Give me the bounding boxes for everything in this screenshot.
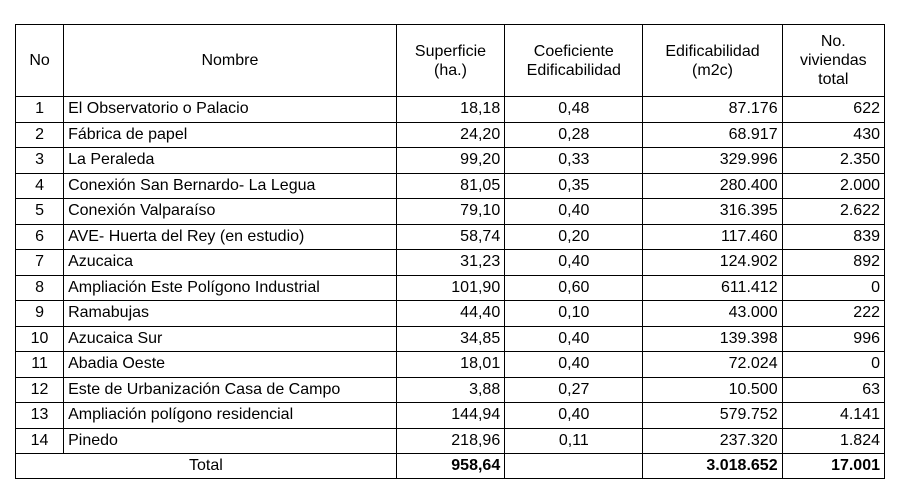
cell-nombre: Pinedo: [64, 428, 397, 454]
cell-superficie: 81,05: [396, 173, 504, 199]
cell-superficie: 99,20: [396, 148, 504, 174]
table-row: [16, 326, 885, 352]
table-row: [16, 377, 885, 403]
cell-viviendas: 839: [782, 224, 884, 250]
cell-coeficiente: 0,48: [505, 97, 643, 123]
cell-no: 2: [16, 122, 64, 148]
cell-coeficiente: 0,40: [505, 352, 643, 378]
cell-viviendas: 996: [782, 326, 884, 352]
cell-coeficiente: 0,33: [505, 148, 643, 174]
cell-edificabilidad: 87.176: [643, 97, 782, 123]
total-superficie: 958,64: [396, 454, 504, 479]
cell-coeficiente: 0,60: [505, 275, 643, 301]
cell-superficie: 18,18: [396, 97, 504, 123]
cell-no: 4: [16, 173, 64, 199]
cell-no: 3: [16, 148, 64, 174]
table-body: [16, 97, 885, 454]
cell-viviendas: 1.824: [782, 428, 884, 454]
table-row: [16, 428, 885, 454]
total-coeficiente: [505, 454, 643, 479]
cell-no: 14: [16, 428, 64, 454]
cell-nombre: Abadia Oeste: [64, 352, 397, 378]
table-row: [16, 403, 885, 429]
cell-superficie: 218,96: [396, 428, 504, 454]
total-edificabilidad: 3.018.652: [643, 454, 782, 479]
cell-nombre: Ramabujas: [64, 301, 397, 327]
cell-no: 6: [16, 224, 64, 250]
cell-nombre: Azucaica: [64, 250, 397, 276]
table-header: [16, 25, 885, 97]
cell-coeficiente: 0,27: [505, 377, 643, 403]
table-row: [16, 301, 885, 327]
cell-no: 12: [16, 377, 64, 403]
total-row: [16, 454, 885, 479]
cell-superficie: 31,23: [396, 250, 504, 276]
cell-edificabilidad: 139.398: [643, 326, 782, 352]
cell-no: 11: [16, 352, 64, 378]
table-row: [16, 199, 885, 225]
table-row: [16, 122, 885, 148]
table-row: [16, 97, 885, 123]
table-row: [16, 352, 885, 378]
header-superficie: Superficie (ha.): [396, 25, 504, 97]
cell-nombre: La Peraleda: [64, 148, 397, 174]
cell-viviendas: 0: [782, 275, 884, 301]
urban-development-table: [15, 24, 885, 479]
cell-coeficiente: 0,20: [505, 224, 643, 250]
header-nombre: Nombre: [64, 25, 397, 97]
cell-no: 1: [16, 97, 64, 123]
cell-superficie: 18,01: [396, 352, 504, 378]
cell-viviendas: 622: [782, 97, 884, 123]
cell-nombre: El Observatorio o Palacio: [64, 97, 397, 123]
cell-viviendas: 430: [782, 122, 884, 148]
cell-edificabilidad: 316.395: [643, 199, 782, 225]
cell-viviendas: 0: [782, 352, 884, 378]
cell-coeficiente: 0,40: [505, 326, 643, 352]
header-row: [16, 25, 885, 97]
table-row: [16, 250, 885, 276]
cell-superficie: 3,88: [396, 377, 504, 403]
cell-coeficiente: 0,40: [505, 250, 643, 276]
cell-superficie: 101,90: [396, 275, 504, 301]
table-row: [16, 224, 885, 250]
cell-viviendas: 2.000: [782, 173, 884, 199]
cell-viviendas: 63: [782, 377, 884, 403]
cell-superficie: 24,20: [396, 122, 504, 148]
cell-edificabilidad: 124.902: [643, 250, 782, 276]
cell-coeficiente: 0,28: [505, 122, 643, 148]
cell-superficie: 44,40: [396, 301, 504, 327]
cell-no: 13: [16, 403, 64, 429]
cell-edificabilidad: 43.000: [643, 301, 782, 327]
total-viviendas: 17.001: [782, 454, 884, 479]
cell-superficie: 58,74: [396, 224, 504, 250]
cell-viviendas: 222: [782, 301, 884, 327]
cell-edificabilidad: 579.752: [643, 403, 782, 429]
cell-superficie: 34,85: [396, 326, 504, 352]
cell-nombre: Conexión San Bernardo- La Legua: [64, 173, 397, 199]
table-row: [16, 173, 885, 199]
cell-no: 10: [16, 326, 64, 352]
total-label: Total: [16, 454, 397, 479]
cell-coeficiente: 0,10: [505, 301, 643, 327]
cell-no: 7: [16, 250, 64, 276]
cell-coeficiente: 0,11: [505, 428, 643, 454]
cell-coeficiente: 0,35: [505, 173, 643, 199]
cell-coeficiente: 0,40: [505, 403, 643, 429]
cell-viviendas: 4.141: [782, 403, 884, 429]
cell-edificabilidad: 611.412: [643, 275, 782, 301]
cell-edificabilidad: 72.024: [643, 352, 782, 378]
cell-superficie: 144,94: [396, 403, 504, 429]
cell-viviendas: 892: [782, 250, 884, 276]
cell-viviendas: 2.350: [782, 148, 884, 174]
cell-no: 8: [16, 275, 64, 301]
cell-no: 5: [16, 199, 64, 225]
cell-nombre: Fábrica de papel: [64, 122, 397, 148]
table-row: [16, 148, 885, 174]
cell-edificabilidad: 329.996: [643, 148, 782, 174]
table-row: [16, 275, 885, 301]
cell-edificabilidad: 237.320: [643, 428, 782, 454]
cell-nombre: Ampliación polígono residencial: [64, 403, 397, 429]
cell-edificabilidad: 68.917: [643, 122, 782, 148]
cell-edificabilidad: 10.500: [643, 377, 782, 403]
header-edificabilidad: Edificabilidad (m2c): [643, 25, 782, 97]
header-viviendas: No. viviendas total: [782, 25, 884, 97]
cell-viviendas: 2.622: [782, 199, 884, 225]
table-footer: [16, 454, 885, 479]
cell-nombre: AVE- Huerta del Rey (en estudio): [64, 224, 397, 250]
cell-nombre: Ampliación Este Polígono Industrial: [64, 275, 397, 301]
cell-edificabilidad: 280.400: [643, 173, 782, 199]
cell-nombre: Este de Urbanización Casa de Campo: [64, 377, 397, 403]
cell-superficie: 79,10: [396, 199, 504, 225]
cell-coeficiente: 0,40: [505, 199, 643, 225]
header-no: No: [16, 25, 64, 97]
cell-nombre: Azucaica Sur: [64, 326, 397, 352]
header-coeficiente: Coeficiente Edificabilidad: [505, 25, 643, 97]
cell-nombre: Conexión Valparaíso: [64, 199, 397, 225]
cell-edificabilidad: 117.460: [643, 224, 782, 250]
cell-no: 9: [16, 301, 64, 327]
